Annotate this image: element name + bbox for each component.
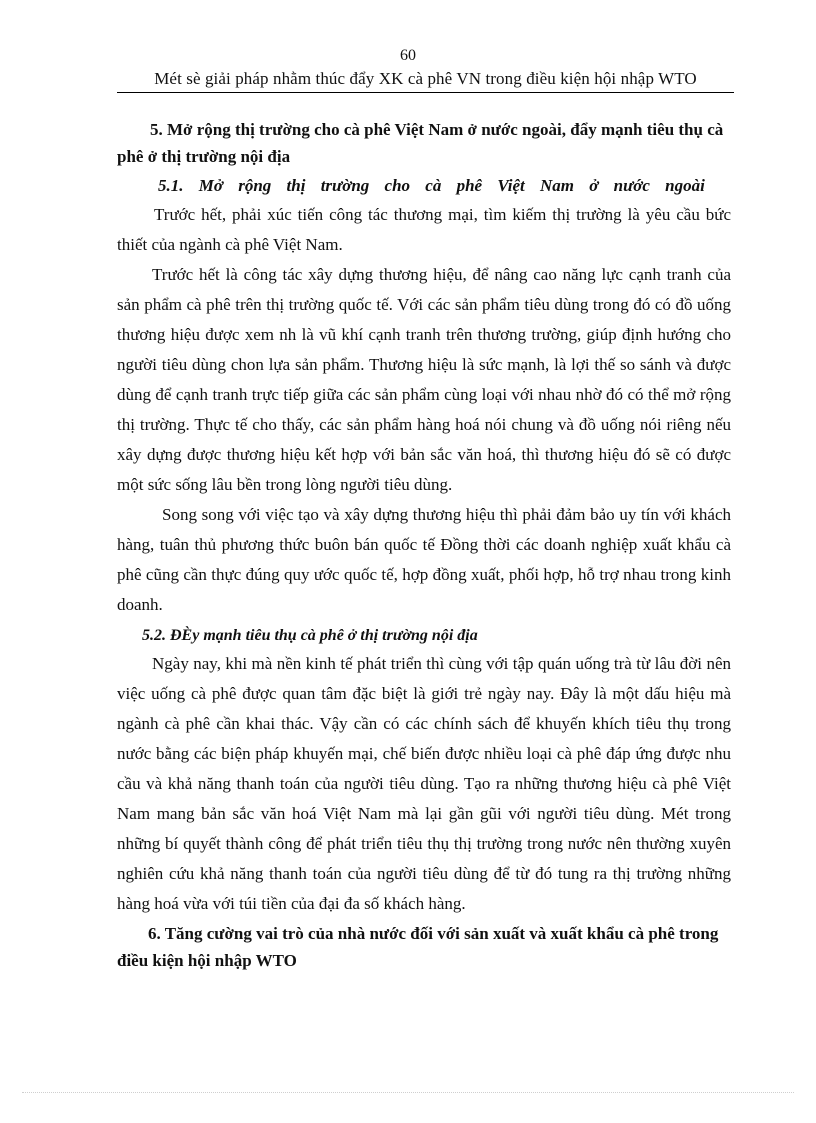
section-5-1-heading: 5.1. Mở rộng thị trường cho cà phê Việt Nam ở nước ngoài bbox=[158, 176, 705, 195]
section-5-2-paragraph: Ngày nay, khi mà nền kinh tế phát triển thì cùng với tập quán uống trà từ lâu đời nên việc uống cà phê được quan tâm đặc biệt là giới trẻ ngày nay. Đây là một dấu hiệu mà ngành cà phê cần khai thác. Vậy cần có các chính sách để khuyến khích tiêu thụ trong nước bằng các biện pháp khuyến mại, chế biến được nhiều loại cà phê đáp ứng được nhu cầu và khả năng thanh toán của người tiêu dùng. Tạo ra những thương hiệu cà phê Việt Nam mang bản sắc văn hoá Việt Nam mà lại gần gũi với người tiêu dùng. Mét trong những bí quyết thành công để phát triển tiêu thụ thị trường trong nước nên thường xuyên nghiên cứu khả năng thanh toán của người tiêu dùng để từ đó tung ra thị trường những hàng hoá vừa với túi tiền của đại đa số khách hàng. bbox=[117, 654, 731, 913]
document-body bbox=[117, 116, 731, 974]
section-5-heading: 5. Mở rộng thị trường cho cà phê Việt Nam ở nước ngoài, đẩy mạnh tiêu thụ cà phê ở thị trường nội địa bbox=[117, 120, 724, 166]
section-5-2-heading: 5.2. ĐÈy mạnh tiêu thụ cà phê ở thị trường nội địa bbox=[142, 627, 478, 644]
footer-divider bbox=[22, 1092, 794, 1093]
section-5-1-paragraph-2: Trước hết là công tác xây dựng thương hiệu, để nâng cao năng lực cạnh tranh của sản phẩm cà phê trên thị trường quốc tế. Với các sản phẩm tiêu dùng trong đó có đồ uống thương hiệu được xem nh là vũ khí cạnh tranh trên thương trường, giúp định hướng cho người tiêu dùng chon lựa sản phẩm. Thương hiệu là sức mạnh, là lợi thế so sánh và được dùng để cạnh tranh trực tiếp giữa các sản phẩm cùng loại với nhau nhờ đó có thể mở rộng thị trường. Thực tế cho thấy, các sản phẩm hàng hoá nói chung và đồ uống nói riêng nếu xây dựng được thương hiệu kết hợp với bản sắc văn hoá, thì thương hiệu đó sẽ có được một sức sống lâu bền trong lòng người tiêu dùng. bbox=[117, 265, 731, 494]
section-6-heading: 6. Tăng cường vai trò của nhà nước đối với sản xuất và xuất khẩu cà phê trong điều kiện hội nhập WTO bbox=[117, 924, 719, 970]
page-number: 60 bbox=[400, 47, 416, 64]
section-5-1-paragraph-1: Trước hết, phải xúc tiến công tác thương mại, tìm kiếm thị trường là yêu cầu bức thiết của ngành cà phê Việt Nam. bbox=[117, 205, 731, 254]
section-5-1-paragraph-3: Song song với việc tạo và xây dựng thương hiệu thì phải đảm bảo uy tín với khách hàng, tuân thủ phương thức buôn bán quốc tế Đồng thời các doanh nghiệp xuất khẩu cà phê cũng cần thực đúng quy ước quốc tế, hợp đồng xuất, phối hợp, hỗ trợ nhau trong kinh doanh. bbox=[117, 505, 731, 614]
running-header: Mét sè giải pháp nhằm thúc đẩy XK cà phê VN trong điều kiện hội nhập WTO bbox=[117, 68, 734, 93]
